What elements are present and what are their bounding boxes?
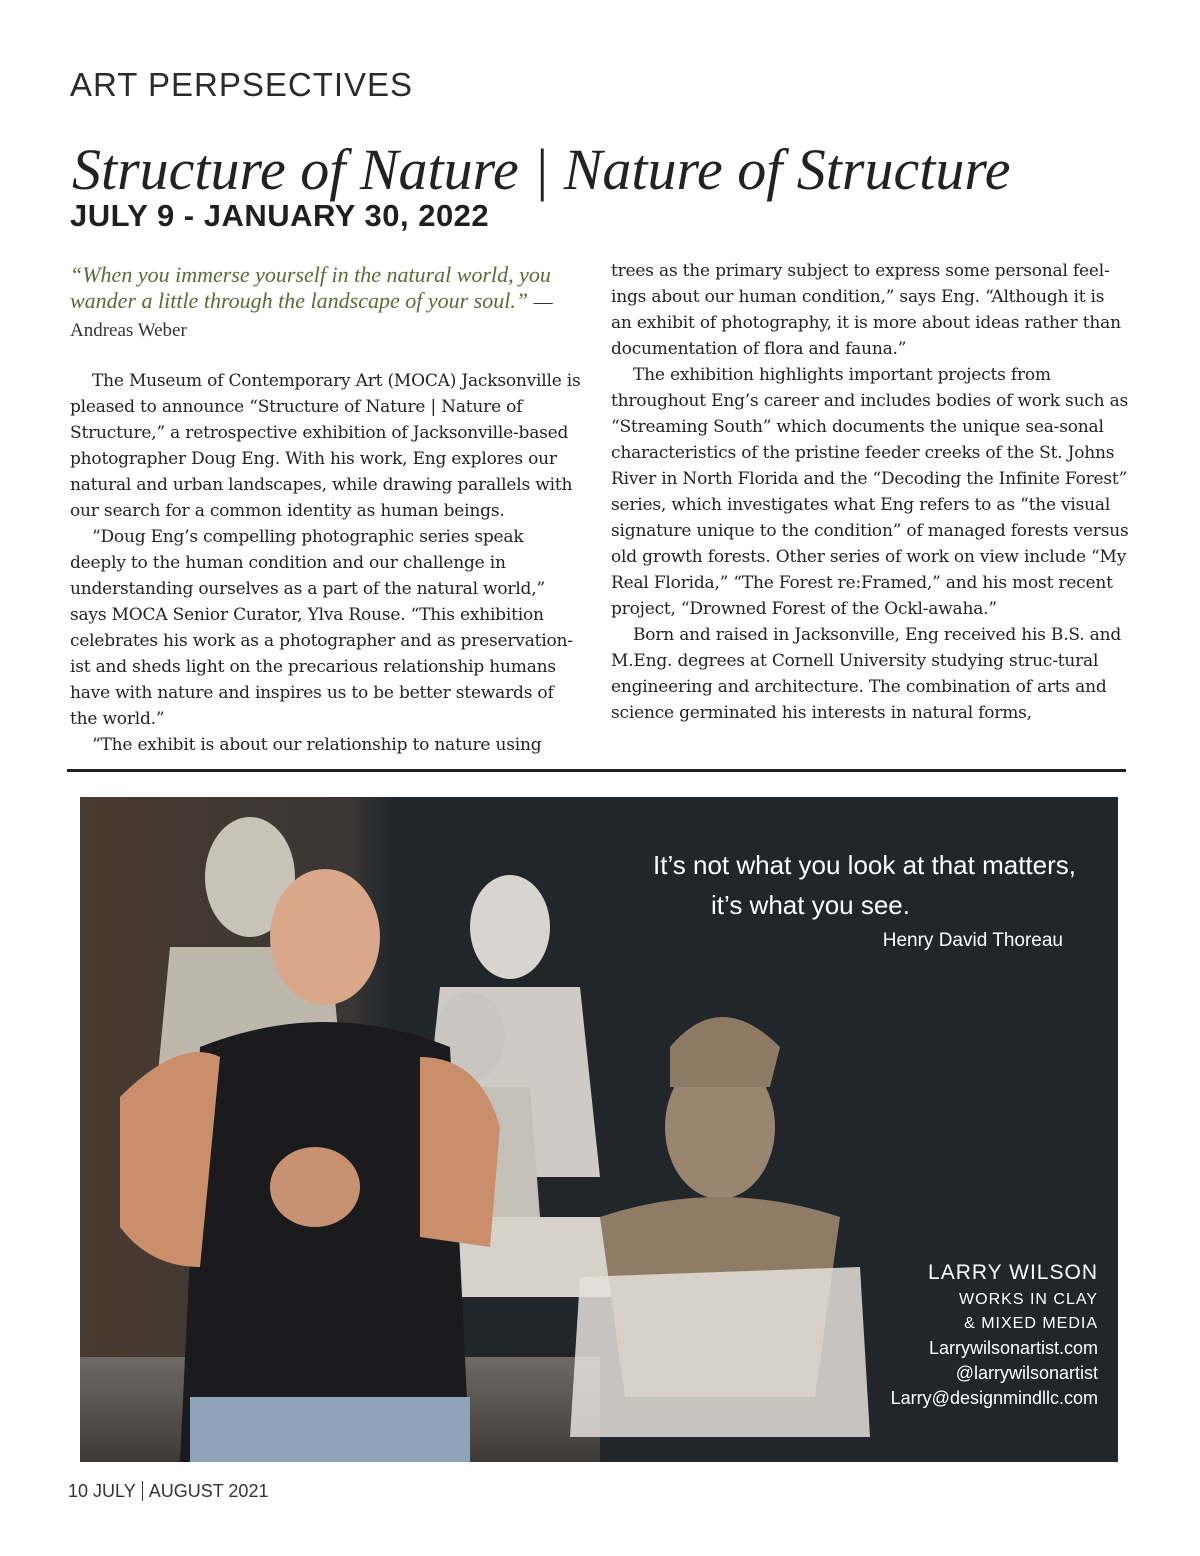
artist-tagline: & MIXED MEDIA: [964, 1315, 1098, 1332]
epigraph-text: “When you immerse yourself in the natural world, you wander a little through the landscape of your soul.”: [70, 262, 551, 313]
epigraph-attribution: — Andreas Weber: [70, 292, 553, 341]
footer-separator: [142, 1481, 143, 1501]
ad-quote: [653, 845, 1076, 925]
ad-contact-block: [891, 1258, 1098, 1411]
issue-month: JULY: [93, 1481, 136, 1501]
paragraph: trees as the primary subject to express some personal feel-ings about our human condition,” says Eng. “Although it is an exhibit of photography, it is more about ideas rather than documentation of flora and fauna.”: [611, 261, 1121, 359]
section-divider: [67, 769, 1126, 772]
page-footer: [68, 1481, 268, 1502]
paragraph: “The exhibit is about our relationship to nature using: [92, 735, 542, 755]
article-title: Structure of Nature | Nature of Structure: [72, 137, 1011, 202]
artist-name: LARRY WILSON: [928, 1261, 1098, 1284]
paragraph: The exhibition highlights important projects from throughout Eng’s career and includes bodies of work such as “Streaming South” which documents the unique sea-sonal characteristics of the pristine feeder creeks of the St. Johns River in North Florida and the “Decoding the Infinite Forest” series, which investigates what Eng refers to as “the visual signature unique to the condition” of managed forests versus old growth forests. Other series of work on view include “My Real Florida,” “The Forest re:Framed,” and his most recent project, “Drowned Forest of the Ockl-awaha.”: [611, 365, 1129, 619]
exhibition-dates: JULY 9 - JANUARY 30, 2022: [70, 198, 490, 233]
ad-quote-author: Henry David Thoreau: [882, 930, 1063, 951]
paragraph: The Museum of Contemporary Art (MOCA) Jacksonville is pleased to announce “Structure of Nature | Nature of Structure,” a retrospective exhibition of Jacksonville-based photographer Doug Eng. With his work, Eng explores our natural and urban landscapes, while drawing parallels with our search for a common identity as human beings.: [70, 371, 581, 521]
issue-month: AUGUST 2021: [148, 1481, 269, 1501]
paragraph: “Doug Eng’s compelling photographic series speak deeply to the human condition and our challenge in understanding ourselves as a part of the natural world,” says MOCA Senior Curator, Ylva Rouse. “This exhibition celebrates his work as a photographer and as preservation-ist and sheds light on the precarious relationship humans have with nature and inspires us to be better stewards of the world.”: [70, 527, 573, 729]
advertisement: [80, 797, 1118, 1462]
section-label: ART PERPSECTIVES: [70, 66, 414, 103]
right-column: [611, 258, 1129, 726]
ad-quote-line: it’s what you see.: [711, 890, 910, 920]
epigraph: [70, 262, 582, 344]
artist-email: Larry@designmindllc.com: [890, 1388, 1098, 1408]
page-number: 10: [68, 1481, 89, 1501]
paragraph: Born and raised in Jacksonville, Eng received his B.S. and M.Eng. degrees at Cornell University studying struc-tural engineering and architecture. The combination of arts and science germinated his interests in natural forms,: [611, 625, 1122, 723]
left-column: [70, 262, 582, 758]
artist-handle: @larrywilsonartist: [955, 1363, 1098, 1383]
ad-quote-line: It’s not what you look at that matters,: [653, 850, 1076, 880]
artist-tagline: WORKS IN CLAY: [959, 1291, 1098, 1308]
artist-website: Larrywilsonartist.com: [928, 1338, 1098, 1358]
